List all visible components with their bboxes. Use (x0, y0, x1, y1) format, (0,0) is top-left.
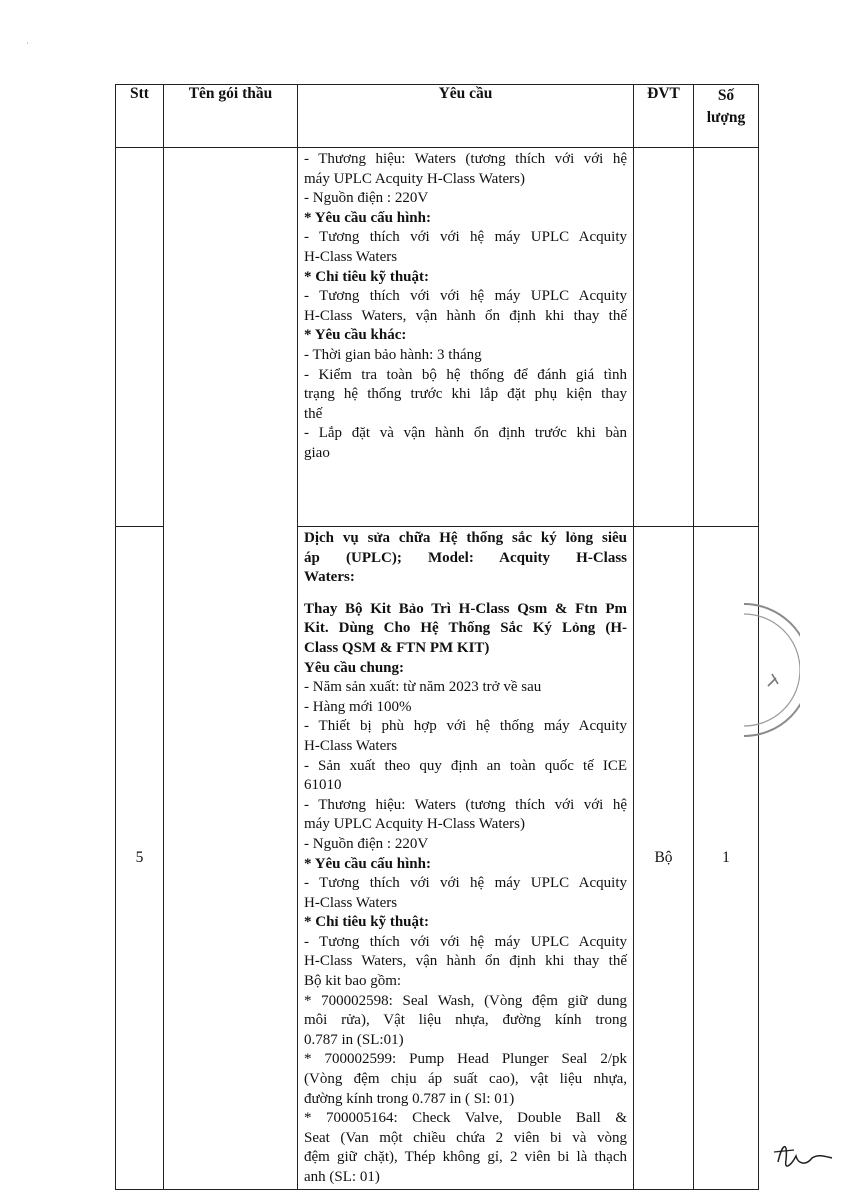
text-line: Bộ kit bao gồm: (304, 973, 402, 990)
text-line: H-Class Waters, vận hành ổn định khi thay thế (304, 953, 627, 970)
text-line: Thay Bộ Kit Bảo Trì H-Class Qsm & Ftn Pm (304, 600, 627, 617)
text-line: - Nguồn điện : 220V (304, 190, 429, 207)
cell-dvt: Bộ (634, 527, 694, 1190)
cell-dvt-empty (634, 148, 694, 527)
text-line: máy UPLC Acquity H-Class Waters) (304, 816, 525, 833)
text-line: 61010 (304, 777, 342, 794)
text-line: * 700005164: Check Valve, Double Ball & (304, 1110, 627, 1127)
text-line: thế (304, 405, 323, 422)
header-so-luong-line2: lượng (706, 109, 746, 126)
header-stt: Stt (116, 85, 164, 148)
header-ten-goi-thau: Tên gói thầu (164, 85, 298, 148)
text-line: Class QSM & FTN PM KIT) (304, 639, 490, 656)
stamp-mark-icon (740, 600, 800, 740)
scan-artifact: · (26, 38, 29, 48)
text-line: - Tương thích với với hệ máy UPLC Acquity (304, 933, 627, 950)
cell-yeu-cau-continued (298, 148, 634, 527)
text-line: anh (SL: 01) (304, 1169, 380, 1185)
text-line: - Thương hiệu: Waters (tương thích với với hệ (304, 151, 627, 167)
text-line: Yêu cầu chung: (304, 659, 405, 676)
text-line: Dịch vụ sửa chữa Hệ thống sắc ký lỏng siêu (304, 530, 627, 546)
header-so-luong (694, 85, 759, 148)
cell-ten-goi-thau (164, 148, 298, 1190)
text-line: - Tương thích với với hệ máy UPLC Acquity (304, 288, 627, 305)
text-line: H-Class Waters (304, 894, 398, 911)
text-line: * Chỉ tiêu kỹ thuật: (304, 268, 430, 285)
text-line: (Vòng đệm chịu áp suất cao), vật liệu nhựa, (304, 1071, 627, 1088)
text-line: Kit. Dùng Cho Hệ Thống Sắc Ký Lỏng (H- (304, 620, 627, 637)
text-line: - Tương thích với với hệ máy UPLC Acquity (304, 875, 627, 892)
text-line: * 700002598: Seal Wash, (Vòng đệm giữ dung (304, 992, 627, 1009)
text-line: giao (304, 444, 330, 461)
text-line: Seat (Van một chiều chứa 2 viên bi và vòng (304, 1129, 627, 1146)
text-line: H-Class Waters, vận hành ổn định khi thay thế (304, 307, 627, 324)
table-row (116, 148, 759, 527)
text-line: H-Class Waters (304, 737, 398, 754)
cell-so-luong: 1 (694, 527, 759, 1190)
text-line: - Kiểm tra toàn bộ hệ thống để đánh giá tình (304, 366, 627, 383)
cell-so-luong-empty (694, 148, 759, 527)
text-line: trạng hệ thống trước khi lắp đặt phụ kiện thay (304, 386, 627, 403)
text-line: 0.787 in (SL:01) (304, 1031, 404, 1048)
text-line: đệm giữ chặt), Thép không gỉ, 2 viên bi là thạch (304, 1149, 627, 1166)
cell-stt: 5 (116, 527, 164, 1190)
header-yeu-cau: Yêu cầu (298, 85, 634, 148)
text-line: áp (UPLC); Model: Acquity H-Class (304, 549, 627, 566)
text-line: * Yêu cầu cấu hình: (304, 855, 431, 872)
text-line: môi rửa), Vật liệu nhựa, đường kính trong (304, 1012, 627, 1029)
requirements-table (115, 84, 759, 1190)
text-line: - Hàng mới 100% (304, 698, 412, 715)
text-line: * Chỉ tiêu kỹ thuật: (304, 914, 430, 931)
header-so-luong-line1: Số (717, 87, 735, 104)
text-line: - Thương hiệu: Waters (tương thích với với hệ (304, 796, 627, 813)
text-line: - Thiết bị phù hợp với hệ thống máy Acquity (304, 718, 627, 735)
text-line: * 700002599: Pump Head Plunger Seal 2/pk (304, 1051, 627, 1068)
text-line: Waters: (304, 569, 355, 586)
text-line: máy UPLC Acquity H-Class Waters) (304, 170, 525, 187)
signature-mark-icon (772, 1134, 836, 1178)
text-line: - Sản xuất theo quy định an toàn quốc tế ICE (304, 757, 627, 774)
text-line: - Năm sản xuất: từ năm 2023 trở về sau (304, 679, 542, 696)
table-header-row (116, 85, 759, 148)
text-line: - Lắp đặt và vận hành ổn định trước khi bàn (304, 425, 627, 442)
text-line: - Nguồn điện : 220V (304, 835, 429, 852)
header-dvt: ĐVT (634, 85, 694, 148)
text-line: H-Class Waters (304, 248, 398, 265)
text-line: - Thời gian bảo hành: 3 tháng (304, 346, 482, 363)
spacer (304, 588, 627, 600)
text-line: * Yêu cầu cấu hình: (304, 209, 431, 226)
cell-stt-empty (116, 148, 164, 527)
text-line: đường kính trong 0.787 in ( Sl: 01) (304, 1090, 515, 1107)
text-line: - Tương thích với với hệ máy UPLC Acquity (304, 229, 627, 246)
text-line: * Yêu cầu khác: (304, 327, 407, 344)
cell-yeu-cau (298, 527, 634, 1190)
